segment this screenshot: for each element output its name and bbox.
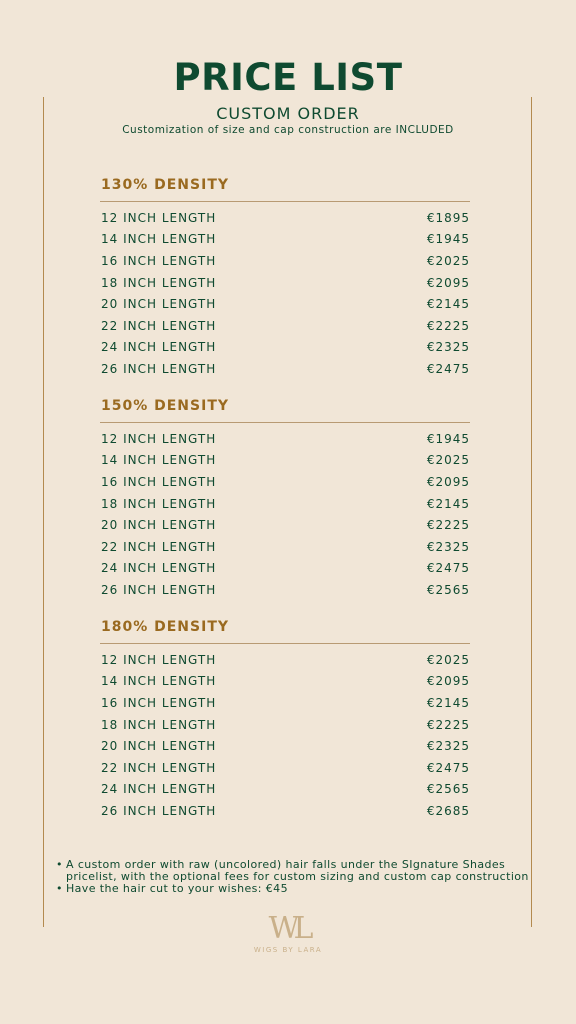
price-rows: [100, 207, 470, 380]
price-row: [100, 250, 470, 272]
price-value: €2095: [426, 674, 470, 689]
footnote-text: Have the hair cut to your wishes: €45: [66, 882, 288, 896]
section-divider: [100, 422, 470, 423]
price-row: [100, 337, 470, 359]
included-note: Customization of size and cap construction are INCLUDED: [122, 124, 454, 136]
length-label: 14 INCH LENGTH: [101, 453, 217, 468]
price-value: €1945: [426, 232, 470, 247]
length-label: 22 INCH LENGTH: [101, 539, 217, 554]
length-label: 12 INCH LENGTH: [101, 652, 217, 667]
price-row: [100, 800, 470, 822]
price-row: [100, 536, 470, 558]
logo-brand-name: WIGS BY LARA: [253, 946, 323, 954]
length-label: 24 INCH LENGTH: [101, 340, 217, 355]
price-row: [100, 514, 470, 536]
price-value: €2225: [426, 518, 470, 533]
price-rows: [100, 428, 470, 601]
price-value: €2145: [426, 496, 470, 511]
price-row: [100, 714, 470, 736]
price-value: €2325: [426, 739, 470, 754]
price-row: [100, 692, 470, 714]
bullet-icon: •: [56, 858, 63, 871]
price-row: [100, 450, 470, 472]
price-rows: [100, 649, 470, 822]
section-150-density: [100, 397, 470, 601]
price-value: €2475: [426, 760, 470, 775]
bullet-icon: •: [56, 882, 63, 896]
length-label: 14 INCH LENGTH: [101, 232, 217, 247]
price-value: €2145: [426, 695, 470, 710]
price-value: €2225: [426, 717, 470, 732]
section-divider: [100, 201, 470, 202]
price-row: [100, 207, 470, 229]
length-label: 24 INCH LENGTH: [101, 782, 217, 797]
price-value: €2145: [426, 297, 470, 312]
footnote-item: [56, 883, 531, 895]
price-row: [100, 493, 470, 515]
length-label: 26 INCH LENGTH: [101, 582, 217, 597]
price-value: €1945: [426, 431, 470, 446]
price-value: €2685: [426, 803, 470, 818]
price-value: €2095: [426, 474, 470, 489]
price-value: €2565: [426, 582, 470, 597]
price-value: €2325: [426, 539, 470, 554]
footnotes: [56, 859, 531, 896]
price-row: [100, 558, 470, 580]
price-value: €2095: [426, 275, 470, 290]
price-row: [100, 272, 470, 294]
length-label: 22 INCH LENGTH: [101, 318, 217, 333]
right-border-line: [531, 97, 532, 927]
length-label: 16 INCH LENGTH: [101, 253, 217, 268]
length-label: 26 INCH LENGTH: [101, 803, 217, 818]
price-row: [100, 757, 470, 779]
length-label: 12 INCH LENGTH: [101, 210, 217, 225]
section-title: 150% DENSITY: [101, 398, 230, 414]
page-subtitle: CUSTOM ORDER: [216, 104, 360, 123]
price-value: €2475: [426, 561, 470, 576]
price-value: €1895: [426, 210, 470, 225]
section-title: 130% DENSITY: [101, 177, 230, 193]
length-label: 16 INCH LENGTH: [101, 695, 217, 710]
length-label: 20 INCH LENGTH: [101, 297, 217, 312]
length-label: 20 INCH LENGTH: [101, 739, 217, 754]
price-row: [100, 428, 470, 450]
price-row: [100, 579, 470, 601]
price-row: [100, 358, 470, 380]
length-label: 12 INCH LENGTH: [101, 431, 217, 446]
price-row: [100, 671, 470, 693]
left-border-line: [43, 97, 44, 927]
price-value: €2325: [426, 340, 470, 355]
price-row: [100, 779, 470, 801]
price-row: [100, 649, 470, 671]
section-title: 180% DENSITY: [101, 619, 230, 635]
length-label: 20 INCH LENGTH: [101, 518, 217, 533]
section-divider: [100, 643, 470, 644]
brand-logo: [238, 912, 338, 954]
price-value: €2025: [426, 652, 470, 667]
length-label: 18 INCH LENGTH: [101, 275, 217, 290]
section-130-density: [100, 176, 470, 380]
price-value: €2565: [426, 782, 470, 797]
length-label: 16 INCH LENGTH: [101, 474, 217, 489]
footnote-text: A custom order with raw (uncolored) hair falls under the SIgnature Shades pricelist, with the optional fees for custom sizing and custom cap construction: [66, 858, 529, 884]
length-label: 26 INCH LENGTH: [101, 361, 217, 376]
price-row: [100, 471, 470, 493]
length-label: 18 INCH LENGTH: [101, 717, 217, 732]
length-label: 24 INCH LENGTH: [101, 561, 217, 576]
price-row: [100, 293, 470, 315]
page-title: PRICE LIST: [173, 56, 403, 99]
price-value: €2025: [426, 253, 470, 268]
footnote-item: [56, 859, 531, 883]
price-value: €2475: [426, 361, 470, 376]
logo-monogram: WL: [268, 911, 308, 946]
length-label: 22 INCH LENGTH: [101, 760, 217, 775]
price-row: [100, 315, 470, 337]
length-label: 18 INCH LENGTH: [101, 496, 217, 511]
price-value: €2025: [426, 453, 470, 468]
price-row: [100, 229, 470, 251]
length-label: 14 INCH LENGTH: [101, 674, 217, 689]
price-value: €2225: [426, 318, 470, 333]
price-row: [100, 735, 470, 757]
section-180-density: [100, 618, 470, 822]
